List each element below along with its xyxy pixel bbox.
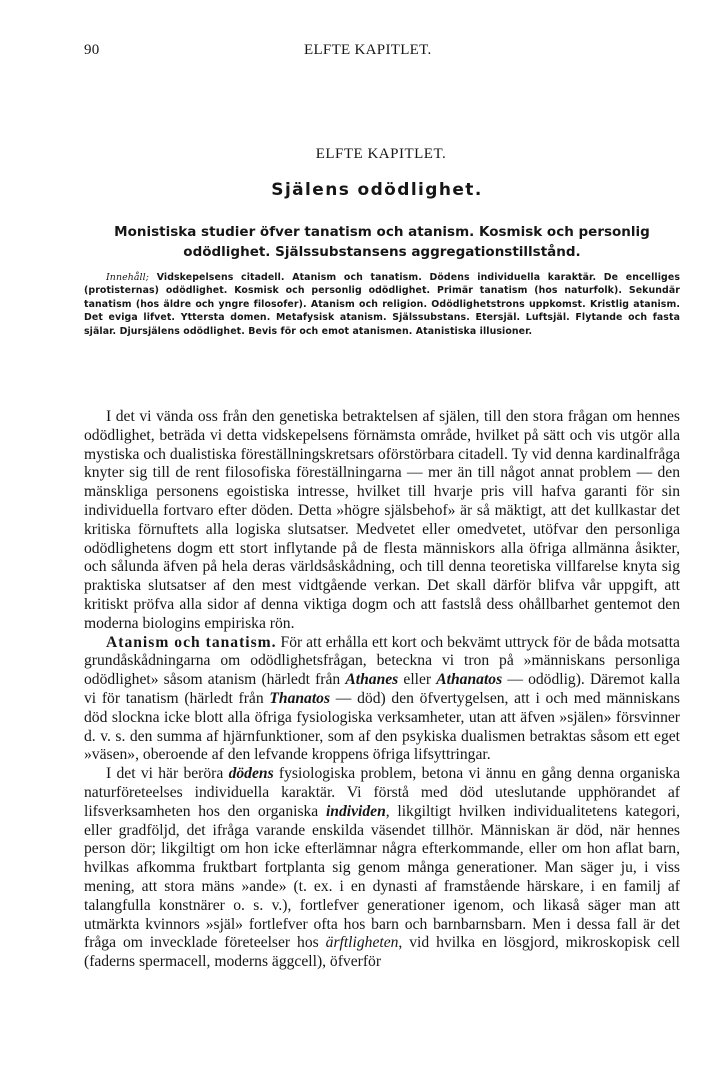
page-number: 90 [84,42,100,58]
paragraph-3-text-a: I det vi här beröra [106,765,229,783]
paragraph-2-text-c: — odödlig). Däremot kalla vi för tanatism (härledt från [84,671,680,707]
term-thanatos: Thanatos [269,689,331,707]
paragraph-3-text-c: , likgiltigt hvilken individualitetens kategori, eller gradföljd, det ifråga varande enskilda väsendet tillhör. Människan är död, när hennes person dör; likgiltigt om hon icke efterlämnar några efterkommande, eller om hon aflat barn, hvilkas afkomma fruktbart fortplanta sig genom många generationer. Man säger ju, i viss mening, att stora mäns »ande» (t. ex. i en dynasti af framstående härskare, i en familj af talangfulla konstnärer o. s. v.), fortlefver generationer igenom, och likaså säger man att utmärkta kvinnors »själ» fortlefver ofta hos barn och barnbarnsbarn. Men i dessa fall är det fråga om invecklade företeelser hos [84,802,680,952]
contents-label: Innehåll; [106,272,150,283]
term-dodens: dödens [228,765,274,783]
term-athanatos: Athanatos [436,671,503,689]
paragraph-2-text-d: — död) den öfvertygelsen, att i och med människans död slockna icke blott alla öfriga fysiologiska verksamheter, utan att äfven »själen» försvinner d. v. s. den summa af hjärnfunktioner, som af den psykiska dualismen betraktas såsom ett eget »väsen», oberoende af den lefvande kroppens öfriga lifsyttringar. [84,689,680,764]
chapter-title: Själens odödlighet. [271,180,483,200]
paragraph-2-text-b: eller [398,671,437,689]
paragraph-1: I det vi vända oss från den genetiska betraktelsen af själen, till den stora frågan om hennes odödlighet, beträda vi detta vidskepelsens förnämsta område, hvilket på sätt och vis utgör alla mystiska och dualistiska föreställningskretsars oförstörbara citadell. Ty vid denna kardinalfråga knyter sig till de rent filosofiska föreställningarna — mer än till något annat problem — den mänskliga personens egoistiska intresse, hvilket till hvarje pris vill hafva garanti för sin individuella fortvaro efter döden. Detta »högre själsbehof» är så mäktigt, att det kullkastar det kritiska förnuftets alla logiska slutsatser. Medvetet eller omedvetet, utöfvar den personliga odödlighetens dogm ett stort inflytande på de flesta människors alla öfriga allmänna åsikter, och sålunda äfven på hela deras världsåskådning, och till denna teoretiska villfarelse knyta sig praktiska slutsatser af den mest vidtgående verkan. Det skall därför blifva vår uppgift, att kritiskt pröfva alla sidor af denna viktiga dogm och att fastslå dess ohållbarhet gentemot den moderna biologins empiriska rön. [84,408,680,632]
paragraph-3 [84,765,680,972]
term-athanes: Athanes [345,671,399,689]
body-text [84,408,680,972]
chapter-subtitle: Monistiska studier öfver tanatism och atanism. Kosmisk och personlig odödlighet. Själssubstansens aggregationstillstånd. [114,224,650,260]
paragraph-3-text-b: fysiologiska problem, betona vi ännu en gång denna organiska naturföreteelses individuella karaktär. Vi förstå med död uteslutande upphörandet af lifsverksamheten hos den organiska [84,765,680,820]
chapter-contents [84,271,680,338]
term-arftligheten: ärftligheten [325,934,399,952]
chapter-label: ELFTE KAPITLET. [315,146,447,162]
term-individen: individen [325,802,386,820]
running-title: ELFTE KAPITLET. [304,42,432,58]
contents-text: Vidskepelsens citadell. Atanism och tanatism. Dödens individuella karaktär. De encelliges (protisternas) odödlighet. Kosmisk och personlig odödlighet. Primär tanatism (hos naturfolk). Sekundär tanatism (hos äldre och yngre filosofer). Atanism och religion. Odödlighetstrons uppkomst. Kristlig atanism. Det eviga lifvet. Yttersta domen. Metafysisk atanism. Själssubstans. Etersjäl. Luftsjäl. Flytande och fasta själar. Djursjälens odödlighet. Bevis för och emot atanismen. Atanistiska illusioner. [84,272,680,337]
paragraph-3-text-d: , vid hvilka en lösgjord, mikroskopisk cell (faderns spermacell, moderns äggcell), öfverför [84,934,681,971]
running-head [84,42,624,62]
section-heading: Atanism och tanatism. [106,633,277,651]
paragraph-2-text-a: För att erhålla ett kort och bekvämt uttryck för de båda motsatta grundåskådningarna om odödlighetsfrågan, beteckna vi tron på »människans personliga odödlighet» såsom atanism (härledt från [84,633,680,689]
paragraph-2 [84,634,680,766]
